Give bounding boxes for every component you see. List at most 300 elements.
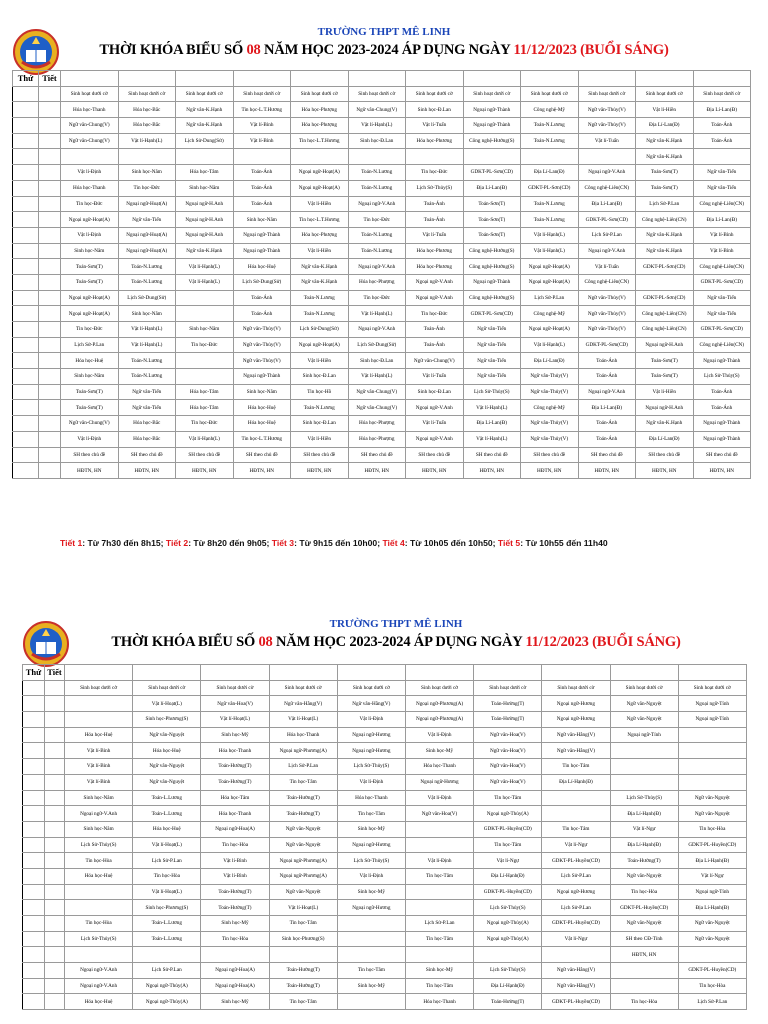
timetable-cell [176,290,234,306]
timetable-cell: Hóa học-Tâm [176,400,234,416]
timetable-cell: Địa Lí-Hạnh(Đ) [474,868,542,884]
timetable-cell: Tin học-Hồ [291,384,349,400]
timetable-cell: HĐTN, HN [463,463,521,479]
timetable-cell: Tin học-L.T.Hương [233,102,291,118]
table-row [23,727,747,743]
timetable-cell: Hóa học-Tâm [176,384,234,400]
period-time: : Từ 8h20 đến 9h05; [188,538,270,548]
timetable-cell: Ngữ văn-Tiến [118,400,176,416]
timetable-cell: Toán-Ánh [406,196,464,212]
timetable-cell: Ngữ văn-Chung(V) [61,133,119,149]
school-name: TRƯỜNG THPT MÊ LINH [317,26,451,38]
timetable-cell: Lịch Sử-Thủy(S) [406,180,464,196]
timetable-cell: Công nghệ-Mỹ [521,400,579,416]
timetable-cell: Ngoại ngữ-V.Anh [578,243,636,259]
timetable-cell: Vật lí-Định [405,853,473,869]
period-cell [39,102,61,118]
timetable-cell: Hóa học-Thanh [61,102,119,118]
timetable-cell: Công nghệ-Liên(CN) [636,306,694,322]
timetable-cell [610,978,678,994]
timetable-cell: GDKT-PL-Sơn(CD) [578,212,636,228]
timetable-cell: Tin học-Tâm [474,837,542,853]
timetable-cell: Toán-Ánh [693,133,751,149]
timetable-cell: Ngữ văn-Tiến [118,212,176,228]
timetable-cell: Địa Lí-Hạnh(Đ) [610,837,678,853]
timetable-cell: Toán-N.Lương [521,133,579,149]
timetable-cell: Sinh hoạt dưới cờ [474,680,542,696]
timetable-cell: Địa Lí-Hạnh(Đ) [474,978,542,994]
timetable-cell: Ngoại ngữ-Phương(A) [269,743,337,759]
timetable-cell: Sinh học-Mỹ [337,978,405,994]
timetable-cell: Toán-N.Lương [521,118,579,134]
timetable-cell: Toán-Ánh [406,212,464,228]
timetable-cell: Toán-Ánh [233,196,291,212]
column-header-class [405,665,473,681]
timetable-cell: Địa Lí-Lan(Đ) [636,431,694,447]
timetable-cell: Công nghệ-Mỹ [521,102,579,118]
column-header-class [578,71,636,87]
timetable-cell: Ngữ văn-K.Hạnh [636,416,694,432]
timetable-cell: GDKT-PL-Huyền(CD) [542,853,610,869]
period-label: Tiết 1 [60,538,83,548]
timetable-cell: Ngữ văn-Nguyệt [269,884,337,900]
timetable-cell: Ngữ văn-K.Hạnh [636,133,694,149]
timetable-cell: Lịch Sử-Dung(Sử) [291,322,349,338]
timetable-cell: GDKT-PL-Sơn(CD) [578,337,636,353]
timetable-cell: Ngữ văn-Chung(V) [348,400,406,416]
period-cell [39,306,61,322]
timetable-cell: Ngoại ngữ-Thủy(A) [133,978,201,994]
timetable-cell: Vật lí-Ngự [542,931,610,947]
timetable-cell: Sinh học-Đ.Lan [406,384,464,400]
timetable-cell: Vật lí-Tuấn [578,259,636,275]
timetable-cell: Sinh học-Mỹ [201,916,269,932]
column-header-class [337,665,405,681]
timetable-cell [678,774,746,790]
timetable-cell: Hóa học-Thanh [405,994,473,1010]
timetable-cell: Sinh học-Năm [233,384,291,400]
column-header-class [636,71,694,87]
timetable-cell: Địa Lí-Hạnh(Đ) [542,774,610,790]
timetable-cell: Toán-N.Lương [348,180,406,196]
timetable-cell: Lịch Sử-Thủy(S) [693,369,751,385]
timetable-cell [61,149,119,165]
day-cell [13,369,39,385]
period-cell [45,696,65,712]
timetable-cell: Sinh hoạt dưới cờ [201,680,269,696]
timetable-cell: Vật lí-Hạnh(L) [348,369,406,385]
timetable-cell: Ngữ văn-Nguyệt [269,821,337,837]
timetable-cell: Sinh học-Năm [118,165,176,181]
timetable-cell: Ngữ văn-Nguyệt [610,696,678,712]
timetable-cell: Sinh học-Năm [176,180,234,196]
period-cell [45,931,65,947]
timetable-cell: Sinh hoạt dưới cờ [521,86,579,102]
timetable-cell: Vật lí-Định [337,774,405,790]
period-cell [45,712,65,728]
timetable-cell: Vật lí-Hiền [291,243,349,259]
timetable-cell: Vật lí-Bình [201,853,269,869]
timetable-cell: Ngữ văn-Tiến [463,353,521,369]
timetable-cell: Ngoại ngữ-Thủy(A) [474,806,542,822]
timetable-cell: Ngữ văn-Thủy(V) [578,290,636,306]
timetable-cell: Hóa học-Huệ [65,868,133,884]
column-header-class [521,71,579,87]
period-cell [39,274,61,290]
timetable-cell: Toán-Ánh [693,400,751,416]
timetable-cell: Toán-Ánh [578,353,636,369]
period-cell [45,821,65,837]
timetable-cell: Hóa học-Tâm [201,790,269,806]
timetable-cell: Sinh học-Đ.Lan [291,369,349,385]
timetable-cell: Ngữ văn-Thủy(V) [578,118,636,134]
timetable-cell: Hóa học-Phương [406,259,464,275]
timetable-cell [405,884,473,900]
timetable-cell: HĐTN, HN [118,463,176,479]
timetable-cell [678,743,746,759]
table-row [13,353,751,369]
timetable-cell: Toán-Hường(T) [269,963,337,979]
table-row [13,212,751,228]
timetable-cell: Vật lí-Hạnh(L) [176,431,234,447]
table-row [13,337,751,353]
day-cell [23,806,45,822]
timetable-cell: Ngoại ngữ-Tính [678,884,746,900]
timetable-cell: Ngoại ngữ-V.Anh [348,259,406,275]
timetable-cell: Sinh hoạt dưới cờ [269,680,337,696]
timetable-cell [610,963,678,979]
timetable-cell: Ngoại ngữ-Thành [463,102,521,118]
timetable-cell: Toán-Sơn(T) [636,165,694,181]
timetable-cell: Sinh hoạt dưới cờ [61,86,119,102]
timetable-cell: Ngoại ngữ-Tính [678,696,746,712]
table-row [13,416,751,432]
timetable-cell: Hóa học-Phượng [348,431,406,447]
day-cell [13,259,39,275]
timetable-cell: SH theo chủ đề [693,447,751,463]
timetable-cell: Sinh học-Năm [233,212,291,228]
timetable-cell: Sinh học-Mỹ [405,963,473,979]
table-row [23,916,747,932]
timetable-cell: SH theo chủ đề [348,447,406,463]
timetable-cell: Sinh học-Năm [176,322,234,338]
timetable-cell: Tin học-Tâm [405,868,473,884]
timetable-cell: Ngoại ngữ-Phương(A) [405,712,473,728]
column-header-thu: Thứ [23,665,45,681]
timetable-cell: Toán-Hường(T) [269,806,337,822]
timetable-cell: Lịch Sử-P.Lan [133,853,201,869]
timetable-cell: Vật lí-Hạnh(L) [118,133,176,149]
timetable-cell: SH theo chủ đề [291,447,349,463]
timetable-cell [463,149,521,165]
timetable-cell [337,994,405,1010]
column-header-tiet: Tiết [39,71,61,87]
timetable-cell: Lịch Sử-P.Lan [542,900,610,916]
table-row [13,369,751,385]
day-cell [23,900,45,916]
timetable-cell: Ngữ văn-Nguyệt [133,774,201,790]
timetable-cell: Ngoại ngữ-Hoạt(A) [61,306,119,322]
timetable-cell: Ngoại ngữ-Hoạt(A) [521,274,579,290]
period-cell [39,149,61,165]
timetable-cell: Lịch Sử-P.Lan [636,196,694,212]
timetable-cell: SH theo chủ đề [521,447,579,463]
timetable-cell: Sinh hoạt dưới cờ [693,86,751,102]
timetable-cell: Tin học-Đức [406,306,464,322]
timetable-cell: Tin học-Hòa [65,853,133,869]
timetable-cell: Vật lí-Hạnh(L) [118,337,176,353]
timetable-cell [610,774,678,790]
table-row [23,931,747,947]
period-time: : Từ 10h05 đến 10h50; [404,538,496,548]
timetable-cell: Toán-Sơn(T) [61,384,119,400]
timetable-cell: Sinh hoạt dưới cờ [233,86,291,102]
period-cell [45,963,65,979]
timetable-cell: Toán-L.Lương [133,790,201,806]
table-row [13,384,751,400]
timetable-cell: Sinh học-Năm [61,369,119,385]
column-header-thu: Thứ [13,71,39,87]
timetable-cell: Ngoại ngữ-Hương [405,774,473,790]
timetable-cell: SH theo chủ đề [406,447,464,463]
day-cell [13,416,39,432]
timetable-cell: Vật lí-Ngự [678,868,746,884]
timetable-cell: Vật lí-Hạnh(L) [348,306,406,322]
timetable-cell: Hóa học-Phượng [291,102,349,118]
timetable-cell: Ngoại ngữ-V.Anh [65,963,133,979]
timetable-cell: Lịch Sử-P.Lan [678,994,746,1010]
timetable-cell: Ngữ văn-Nguyệt [269,837,337,853]
timetable-cell: Vật lí-Bình [233,118,291,134]
timetable-cell: Ngoại ngữ-Hoa(A) [201,963,269,979]
period-cell [39,463,61,479]
timetable-cell: HĐTN, HN [636,463,694,479]
timetable-cell: Công nghệ-Hướng(S) [463,133,521,149]
timetable-cell [405,837,473,853]
timetable-cell: Tin học-Tâm [337,806,405,822]
period-cell [39,118,61,134]
timetable-cell: Hóa học-Thanh [201,743,269,759]
timetable-cell: Ngữ văn-K.Hạnh [636,149,694,165]
timetable-cell: Lịch Sử-Dung(Sử) [348,337,406,353]
timetable-cell [578,149,636,165]
timetable-cell [65,712,133,728]
timetable-cell: Vật lí-Hạnh(L) [521,243,579,259]
timetable-cell: GDKT-PL-Huyền(CD) [542,994,610,1010]
timetable-cell: Ngữ văn-K.Hạnh [636,227,694,243]
timetable-cell: Địa Lí-Lan(Đ) [463,416,521,432]
timetable-cell: Sinh học-Mỹ [405,743,473,759]
table-row [13,196,751,212]
day-cell [13,431,39,447]
timetable-cell: Lịch Sử-P.Lan [542,868,610,884]
timetable-cell: Ngoại ngữ-H.Anh [176,196,234,212]
timetable-cell [291,149,349,165]
timetable-cell: Ngoại ngữ-Phương(A) [269,868,337,884]
timetable-cell: Toán-Hường(T) [201,774,269,790]
day-cell [23,978,45,994]
day-cell [23,994,45,1010]
timetable-cell: Ngữ văn-Nguyệt [133,759,201,775]
timetable-cell: Ngữ văn-Hằng(V) [542,743,610,759]
timetable-cell: Công nghệ-Hướng(S) [463,243,521,259]
timetable-cell: Toán-N.Lương [348,227,406,243]
timetable-cell: Công nghệ-Liên(CN) [578,274,636,290]
period-cell [45,868,65,884]
timetable-cell: Vật lí-Hạnh(L) [463,431,521,447]
timetable-cell: Toán-Sơn(T) [636,369,694,385]
timetable-cell: Địa Lí-Hạnh(Đ) [610,806,678,822]
timetable-cell: Sinh hoạt dưới cờ [636,86,694,102]
day-cell [13,384,39,400]
timetable-cell: Sinh học-Mỹ [201,994,269,1010]
period-cell [39,447,61,463]
timetable-cell: GDKT-PL-Sơn(CD) [463,306,521,322]
timetable-cell: Hóa học-Huệ [61,353,119,369]
day-cell [23,680,45,696]
timetable-cell: Vật lí-Tuấn [406,416,464,432]
timetable-cell: SH theo chủ đề [176,447,234,463]
timetable-cell: Sinh học-Năm [65,821,133,837]
timetable-cell: Hóa học-Tâm [176,165,234,181]
header-row [23,665,747,681]
timetable-cell: Ngoại ngữ-V.Anh [406,431,464,447]
day-cell [23,837,45,853]
table-row [23,790,747,806]
timetable-cell: Vật lí-Hoạt(L) [269,712,337,728]
period-cell [45,837,65,853]
day-cell [13,86,39,102]
timetable-cell: Ngoại ngữ-Hoạt(A) [118,196,176,212]
timetable-cell: Toán-Hường(T) [474,696,542,712]
timetable-cell: Ngoại ngữ-Hương [542,884,610,900]
timetable-cell: Lịch Sử-Thủy(S) [474,963,542,979]
timetable-cell: Ngữ văn-Nguyệt [678,916,746,932]
timetable-cell: Lịch Sử-Thủy(S) [474,900,542,916]
timetable-cell: Sinh hoạt dưới cờ [405,680,473,696]
column-header-class [118,71,176,87]
day-cell [23,963,45,979]
table-row [13,431,751,447]
timetable-cell [65,884,133,900]
timetable-cell: Địa Lí-Lan(Đ) [578,400,636,416]
table-row [23,994,747,1010]
table-row [13,322,751,338]
timetable-cell: Tin học-Tâm [542,821,610,837]
timetable-cell: Sinh học-Phương(S) [133,900,201,916]
column-header-class [201,665,269,681]
timetable-cell: Vật lí-Ngự [542,837,610,853]
timetable-cell: Sinh học-Đ.Lan [291,416,349,432]
timetable-cell: Sinh hoạt dưới cờ [118,86,176,102]
period-cell [45,790,65,806]
timetable-cell: Địa Lí-Lan(Đ) [578,196,636,212]
timetable-cell [405,947,473,963]
timetable-cell: GDKT-PL-Sơn(CD) [693,274,751,290]
column-header-class [133,665,201,681]
timetable-cell: Toán-N.Lương [118,353,176,369]
timetable-cell: Sinh hoạt dưới cờ [578,86,636,102]
timetable-cell: Ngữ văn-Hằng(V) [337,696,405,712]
timetable-cell: Ngữ văn-Chung(V) [348,384,406,400]
timetable-cell: Công nghệ-Liên(CN) [578,180,636,196]
timetable-cell [348,149,406,165]
timetable-cell: Tin học-Hòa [610,884,678,900]
timetable-cell: Ngoại ngữ-V.Anh [65,978,133,994]
table-row [13,165,751,181]
timetable-cell: Ngoại ngữ-H.Anh [176,212,234,228]
timetable-cell: Ngoại ngữ-Hoạt(A) [521,259,579,275]
day-cell [13,322,39,338]
timetable-cell: Vật lí-Bình [65,759,133,775]
timetable-cell: Vật lí-Định [61,431,119,447]
timetable-cell: Ngữ văn-Hoa(V) [474,727,542,743]
timetable-cell: Ngoại ngữ-Hoạt(A) [61,290,119,306]
timetable-cell: Lịch Sử-Dung(Sử) [233,274,291,290]
day-cell [23,712,45,728]
period-cell [45,806,65,822]
timetable-cell: Sinh học-Mỹ [337,884,405,900]
timetable-cell: Ngữ văn-Hoa(V) [201,696,269,712]
timetable-cell: Toán-N.Lương [291,400,349,416]
day-cell [23,868,45,884]
timetable-cell: Ngữ văn-Chung(V) [348,102,406,118]
timetable-cell: Lịch Sử-P.Lan [578,227,636,243]
timetable-cell: HĐTN, HN [578,463,636,479]
timetable-cell: Sinh học-Năm [61,243,119,259]
timetable-cell: Vật lí-Hiền [291,353,349,369]
timetable-cell: Ngoại ngữ-Tính [610,727,678,743]
day-cell [13,165,39,181]
timetable-cell: Hóa học-Huệ [65,727,133,743]
timetable-cell: Ngữ văn-Hoa(V) [474,759,542,775]
timetable-cell: GDKT-PL-Sơn(CD) [636,259,694,275]
timetable-cell: Toán-Hường(T) [269,790,337,806]
timetable-cell: Địa Lí-Lan(Đ) [693,102,751,118]
timetable-cell: Lịch Sử-P.Lan [133,963,201,979]
table-row [23,759,747,775]
day-cell [23,790,45,806]
timetable-cell: SH theo chủ đề [118,447,176,463]
timetable-cell: Tin học-Hòa [65,916,133,932]
timetable-cell: Tin học-Tâm [474,790,542,806]
table-row [13,149,751,165]
table-row [13,243,751,259]
timetable-cell: Ngoại ngữ-H.Anh [636,337,694,353]
timetable-cell: Ngoại ngữ-Hoạt(A) [291,337,349,353]
timetable-cell: Ngữ văn-Nguyệt [678,790,746,806]
timetable-cell: Tin học-Hòa [201,931,269,947]
table-row [23,947,747,963]
timetable-cell: Hóa học-Huệ [233,400,291,416]
timetable-cell: Vật lí-Hạnh(L) [521,227,579,243]
timetable-cell: Lịch Sử-Thủy(S) [65,837,133,853]
period-cell [45,900,65,916]
timetable-cell [678,727,746,743]
timetable-cell: Toán-Ánh [406,322,464,338]
day-cell [23,759,45,775]
timetable-cell: Toán-Sơn(T) [61,400,119,416]
period-cell [39,384,61,400]
table-row [23,900,747,916]
timetable-cell: Tin học-Tâm [269,774,337,790]
timetable-cell: Tin học-Tâm [405,978,473,994]
table-row [13,259,751,275]
period-legend [60,538,608,548]
timetable-cell: Vật lí-Hiền [291,196,349,212]
timetable-cell: Tin học-Hòa [678,821,746,837]
period-cell [39,243,61,259]
